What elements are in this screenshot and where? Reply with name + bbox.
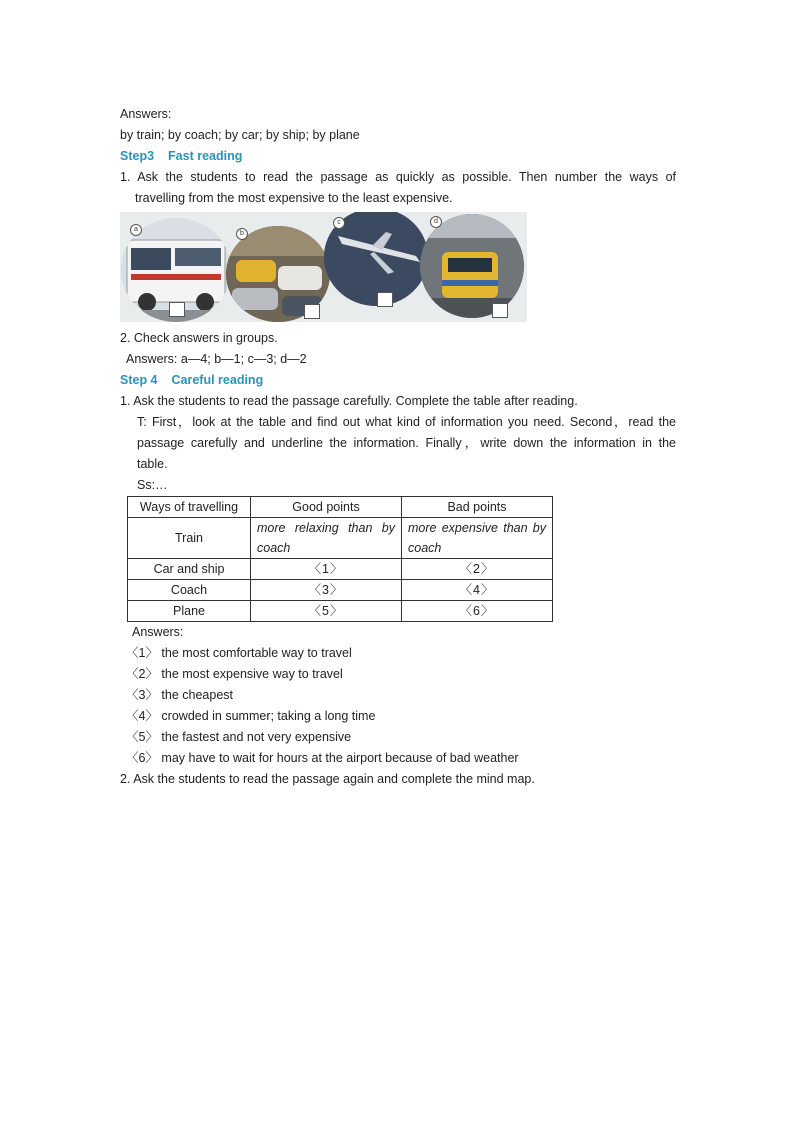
- transport-photos: [120, 212, 527, 322]
- answer-line: 〈1〉 the most comfortable way to travel: [126, 646, 352, 660]
- cell-bad: 〈4〉: [402, 580, 553, 601]
- teacher-line3: table.: [137, 457, 168, 471]
- cell-way: Train: [128, 518, 251, 559]
- answer-line: 〈6〉 may have to wait for hours at the airport because of bad weather: [126, 751, 519, 765]
- answer-box-c[interactable]: [377, 292, 393, 307]
- answers-text: by train; by coach; by car; by ship; by plane: [120, 128, 360, 142]
- photo-label-c: c: [333, 217, 345, 229]
- step4-heading: [120, 370, 676, 391]
- table-header-row: [128, 497, 553, 518]
- answers-label: Answers:: [120, 107, 172, 121]
- cell-good: more relaxing than by coach: [251, 518, 402, 559]
- answer-box-d[interactable]: [492, 303, 508, 318]
- step3-title: Fast reading: [168, 149, 243, 163]
- answer-line: 〈4〉 crowded in summer; taking a long time: [126, 709, 376, 723]
- cell-bad: more expensive than by coach: [402, 518, 553, 559]
- cell-good: 〈5〉: [251, 601, 402, 622]
- step4-title: Careful reading: [171, 373, 264, 387]
- step4-item2: 2. Ask the students to read the passage again and complete the mind map.: [120, 772, 535, 786]
- step3-number: Step3: [120, 149, 155, 163]
- answer-box-a[interactable]: [169, 302, 185, 317]
- cell-way: Plane: [128, 601, 251, 622]
- cell-good: 〈3〉: [251, 580, 402, 601]
- photo-label-a: a: [130, 224, 142, 236]
- photo-label-b: b: [236, 228, 248, 240]
- teacher-line2: passage carefully and underline the information. Finally，write down the information in the: [137, 436, 676, 450]
- header-bad: Bad points: [402, 497, 553, 518]
- table-row: [128, 559, 553, 580]
- table-row: [128, 601, 553, 622]
- step3-heading: [120, 146, 676, 167]
- step4-number: Step 4: [120, 373, 158, 387]
- step3-item1-line2: travelling from the most expensive to the least expensive.: [135, 191, 453, 205]
- step4-item1: 1. Ask the students to read the passage carefully. Complete the table after reading.: [120, 394, 578, 408]
- travel-table: [127, 496, 553, 622]
- answer-line: 〈5〉 the fastest and not very expensive: [126, 730, 352, 744]
- step3-item1-line1: 1. Ask the students to read the passage as quickly as possible. Then number the ways of: [120, 170, 676, 184]
- cell-bad: 〈6〉: [402, 601, 553, 622]
- table-row: [128, 518, 553, 559]
- train-photo: [420, 214, 524, 318]
- teacher-line1: T: First，look at the table and find out what kind of information you need. Second，read the: [137, 415, 676, 429]
- step4-answers-label: Answers:: [132, 625, 184, 639]
- answer-line: 〈2〉 the most expensive way to travel: [126, 667, 343, 681]
- step3-answers: Answers: a—4; b—1; c—3; d—2: [126, 352, 307, 366]
- table-row: [128, 580, 553, 601]
- cell-way: Car and ship: [128, 559, 251, 580]
- answer-box-b[interactable]: [304, 304, 320, 319]
- step3-item2: 2. Check answers in groups.: [120, 331, 278, 345]
- answer-line: 〈3〉 the cheapest: [126, 688, 234, 702]
- cell-good: 〈1〉: [251, 559, 402, 580]
- cell-bad: 〈2〉: [402, 559, 553, 580]
- photo-label-d: d: [430, 216, 442, 228]
- students-line: Ss:…: [137, 478, 168, 492]
- train-illustration: [420, 214, 524, 318]
- header-good: Good points: [251, 497, 402, 518]
- cell-way: Coach: [128, 580, 251, 601]
- document-page: [120, 104, 676, 790]
- header-ways: Ways of travelling: [128, 497, 251, 518]
